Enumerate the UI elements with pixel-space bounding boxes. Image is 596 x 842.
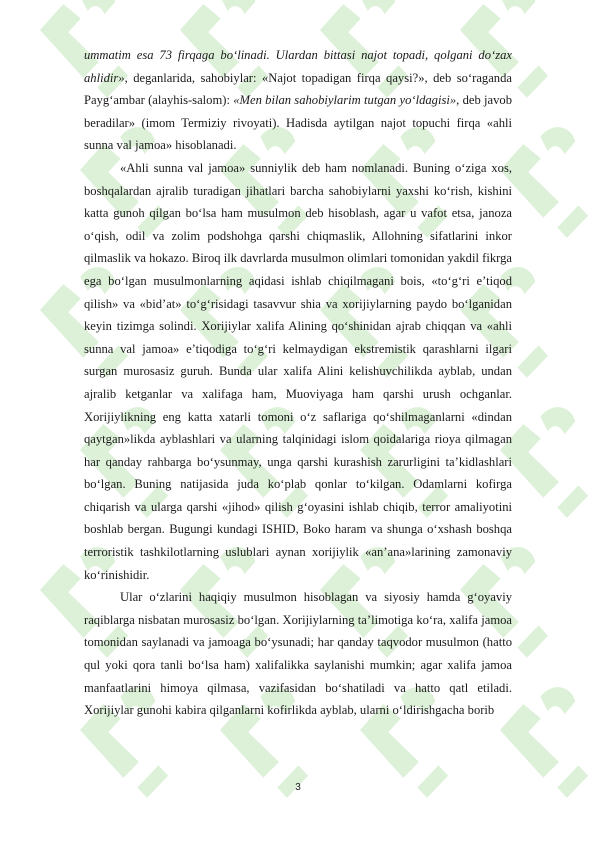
text-segment: , deganlarida, sahobiylar: «Najot topadigan firqa qaysi?», deb so‘raganda Payg‘ambar (alayhis-salom): [84, 70, 512, 108]
text-segment: «Ahli sunna val jamoa» sunniylik deb ham nomlanadi. Buning o‘ziga xos, boshqalardan ajralib turadigan jihatlari barcha sahobiylarni yaxshi ko‘rish, kishini katta gunoh qilgan bo‘lsa ham musulmon deb hisoblash, agar u vafot etsa, janoza o‘qish, odil va zolim podshohga qarshi chiqmaslik, Allohning sifatlarini inkor qilmaslik va hokazo. Biroq ilk davrlarda musulmon olimlari tomonidan yakdil fikrga ega bo‘lgan musulmonlarning aqidasi ishlab chiqilmagani bois, «to‘g‘ri e’tiqod qilish» va «bid’at» to‘g‘risidagi tasavvur shia va xorijiylarning paydo bo‘lganidan keyin tizimga solindi. Xorijiylar xalifa Alining qo‘shinidan ajrab chiqqan va «ahli sunna val jamoa» e’tiqodiga to‘g‘ri kelmaydigan ekstremistik qarashlarni ilgari surgan murosasiz guruh. Bunda ular xalifa Alini kelishuvchilikda ayblab, undan ajralib ketganlar va xalifaga ham, Muoviyaga ham qarshi urush ochganlar. Xorijiylikning eng katta xatarli tomoni o‘z saflariga qo‘shilmaganlarni «dindan qaytgan»likda ayblashlari va ularning talqinidagi islom qoidalariga rioya qilmagan har qanday rahbarga bo‘ysunmay, unga qarshi kurashish zarurligini ta’kidlashlari bo‘lgan. Buning natijasida juda ko‘plab qonlar to‘kilgan. Odamlarni kofirga chiqarish va ularga qarshi «jihod» qilish g‘oyasini ishlab chiqib, terror amaliyotini boshlab bergan. Bugungi kundagi ISHID, Boko haram va shunga o‘xshash boshqa terroristik tashkilotlarning uslublari aynan xorijiylik «an’ana»larining zamonaviy ko‘rinishidir. [84, 160, 512, 582]
paragraph-2 [84, 157, 512, 586]
body-text [84, 44, 512, 722]
page-number: 3 [295, 782, 301, 793]
paragraph-1 [84, 44, 512, 157]
text-segment: , deb javob beradilar» (imom Termiziy rivoyati). Hadisda aytilgan najot topuchi firqa «ahli sunna val jamoa» hisoblanadi. [84, 93, 512, 153]
text-segment: «Men bilan sahobiylarim tutgan yo‘ldagisi» [233, 93, 457, 108]
text-segment: ummatim esa 73 firqaga bo‘linadi. Ulardan bittasi najot topadi, qolgani do‘zax ahlidir» [84, 48, 512, 85]
text-segment: Ular o‘zlarini haqiqiy musulmon hisoblagan va siyosiy hamda g‘oyaviy raqiblarga nisbatan murosasiz bo‘lgan. Xorijiylarning ta’limotiga ko‘ra, xalifa jamoa tomonidan saylanadi va jamoaga bo‘ysunadi; har qanday taqvodor musulmon (hatto qul yoki qora tanli bo‘lsa ham) xalifalikka saylanishi mumkin; agar xalifa jamoa manfaatlarini himoya qilmasa, vazifasidan bo‘shatiladi va hatto qatl etiladi. Xorijiylar gunohi kabira qilganlarni kofirlikda ayblab, ularni o‘ldirishgacha borib [84, 590, 512, 718]
paragraph-3 [84, 586, 512, 722]
